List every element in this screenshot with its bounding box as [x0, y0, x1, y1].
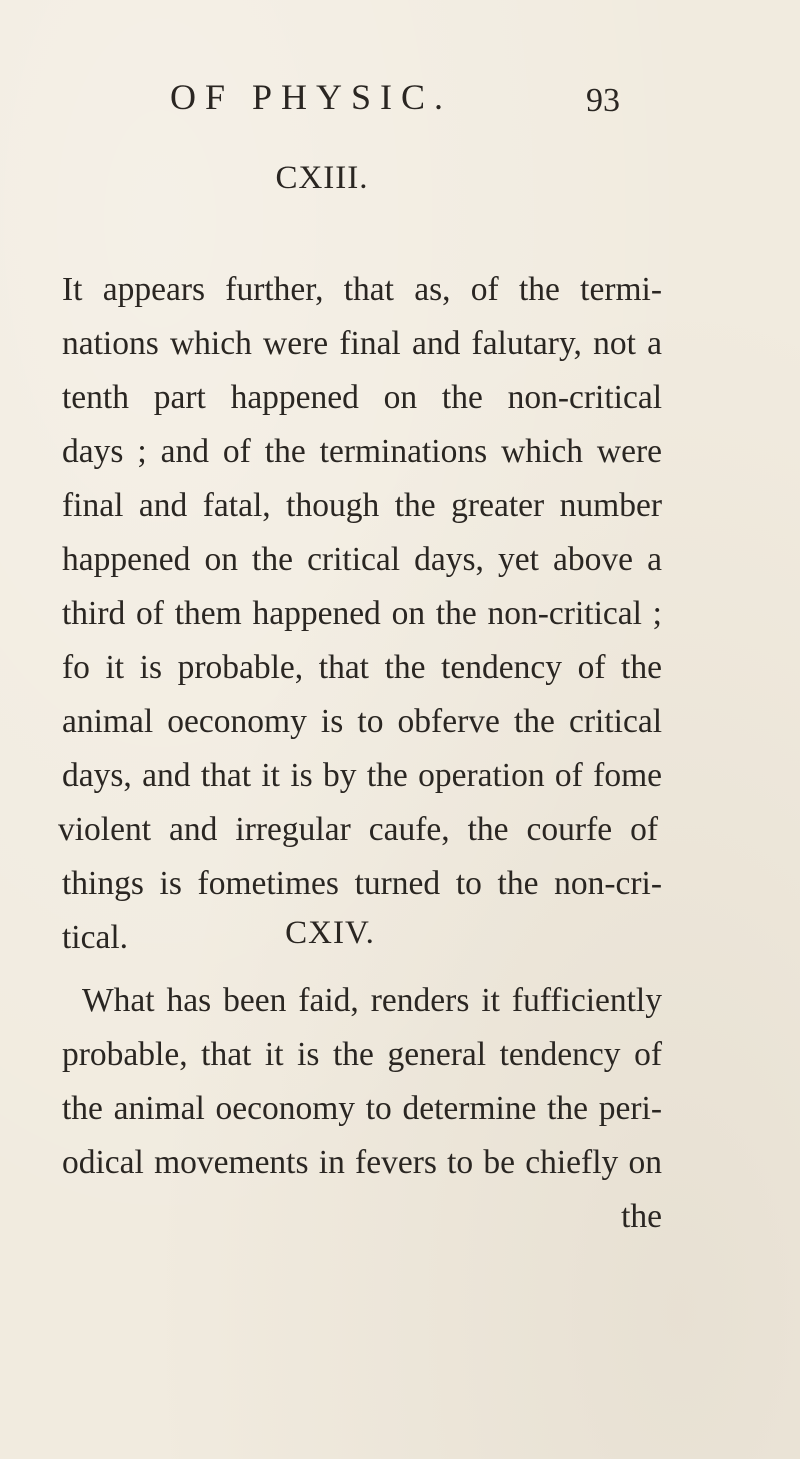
text-line: days ; and of the terminations which were	[62, 433, 662, 470]
page-number: 93	[586, 82, 620, 119]
text-line: tenth part happened on the non-critical	[62, 379, 662, 416]
text-line: the animal oeconomy to determine the peri-	[62, 1090, 662, 1127]
text-line: probable, that it is the general tendency of	[62, 1036, 662, 1073]
text-line: nations which were final and falutary, not a	[62, 325, 662, 362]
section-heading-cxiii: CXIII.	[275, 160, 369, 196]
section-heading-cxiv: CXIV.	[285, 915, 375, 951]
text-line: odical movements in fevers to be chiefly on	[62, 1144, 662, 1181]
text-line: violent and irregular caufe, the courfe of	[58, 811, 658, 848]
text-line: third of them happened on the non-critical ;	[62, 595, 662, 632]
text-line: animal oeconomy is to obferve the critical	[62, 703, 662, 740]
text-line: fo it is probable, that the tendency of the	[62, 649, 662, 686]
running-title: OF PHYSIC.	[170, 77, 453, 117]
text-line: happened on the critical days, yet above a	[62, 541, 662, 578]
catchword: the	[621, 1198, 662, 1235]
text-line: What has been faid, renders it fufficiently	[82, 982, 662, 1019]
text-line: tical.	[62, 919, 129, 956]
text-line: things is fometimes turned to the non-cri-	[62, 865, 662, 902]
text-line: It appears further, that as, of the termi-	[62, 271, 662, 308]
text-line: days, and that it is by the operation of fome	[62, 757, 662, 794]
text-line: final and fatal, though the greater number	[62, 487, 662, 524]
